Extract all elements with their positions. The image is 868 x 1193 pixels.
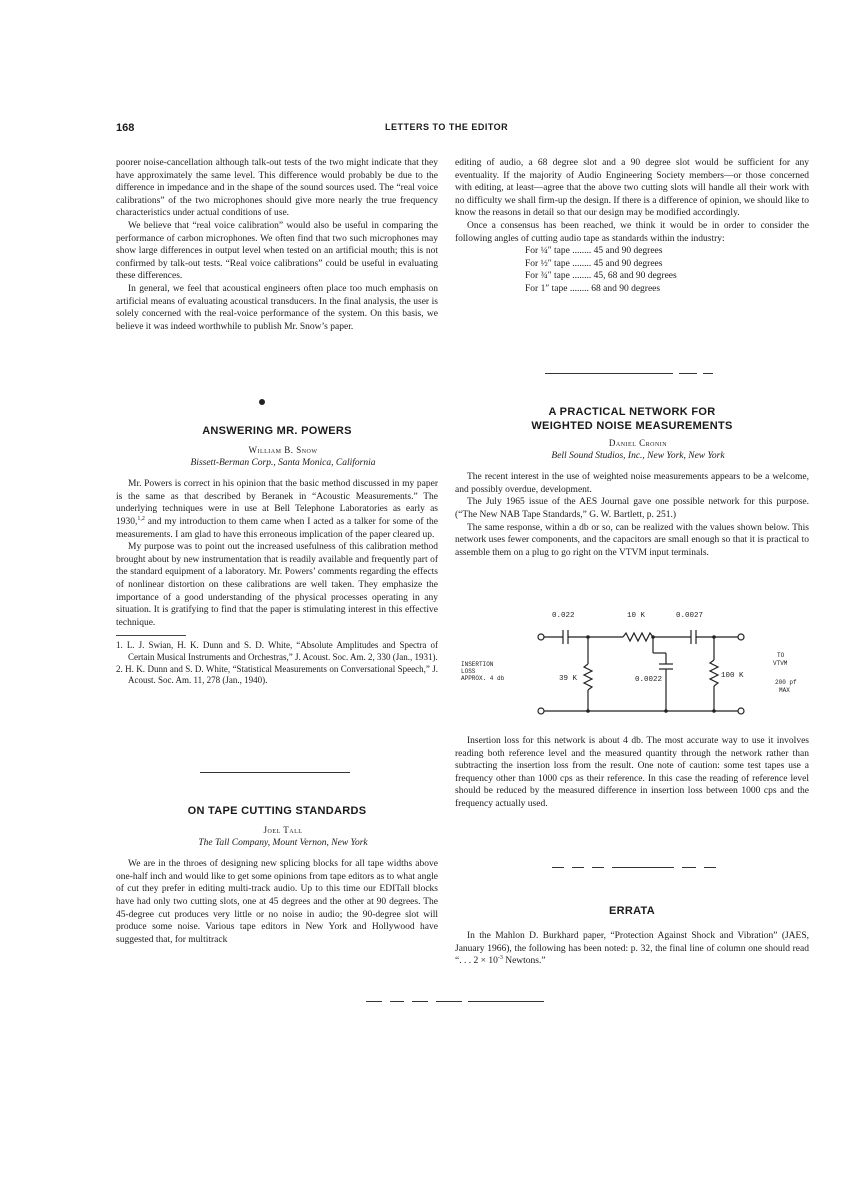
- label-c3: 0.0022: [635, 676, 663, 684]
- paragraph: Insertion loss for this network is about 4 db. The most accurate way to use it involves reading both reference level and the measured quantity through the network rather than subtracting the insertion loss from the result. One note of caution: some test tapes use a frequency other than 1000 cps as their reference. In this case the reading of reference level should be reduced by the measured difference in insertion loss between 1000 cps and the frequency actually used.: [455, 736, 809, 809]
- tape-standard-row: For ¼″ tape ........ 45 and 90 degrees: [525, 246, 663, 257]
- junction-dot: [712, 635, 716, 639]
- paragraph: The same response, within a db or so, can be realized with the values shown below. This network uses fewer components, and the capacitors are small enough so that it is practical to assemble them on a plug to go right on the VTVM input terminals.: [455, 522, 809, 558]
- label-c2: 0.0027: [676, 612, 704, 620]
- insertion-loss-label: INSERTION: [461, 661, 494, 668]
- output-terminal-bottom: [738, 708, 744, 714]
- label-r1: 10 K: [627, 612, 646, 620]
- errata-section: [455, 904, 809, 968]
- paragraph: In the Mahlon D. Burkhard paper, “Protection Against Shock and Vibration” (JAES, January 1966), the following has been noted: p. 32, the final line of column one should read “. . . $2 \times 10^{-3}$ Newtons.”: [455, 931, 809, 967]
- junction-dot: [651, 635, 655, 639]
- label-r3: 100 K: [721, 672, 744, 680]
- paragraph: Mr. Powers is correct in his opinion that the basic method discussed in my paper is the same as that described by Beranek in “Acoustic Measurements.” The underlying techniques were in use at Bell Telephone Laboratories as early as 1930,$^{1,2}$ and my introduction to them came when I acted as a talker for some of the measurements. I am glad to have this erroneous implication of the paper cleared up.: [116, 479, 438, 540]
- section-title: ANSWERING MR. POWERS: [202, 425, 352, 437]
- tape-standard-row: For 1″ tape ........ 68 and 90 degrees: [525, 283, 661, 294]
- tape-section: [116, 804, 438, 946]
- paragraph: poorer noise-cancellation although talk-out tests of the two might indicate that they have approximately the same level. This difference would probably be due to the difference in impedance and in the shape of the sound sources used. The “real voice calibrations” of the two microphones should give more nearly the true frequency characteristics under actual conditions of use.: [116, 158, 438, 219]
- section-title: A PRACTICAL NETWORK FOR: [548, 406, 716, 418]
- author-name: William B. Snow: [248, 445, 318, 455]
- paragraph: In general, we feel that acoustical engineers often place too much emphasis on artificial means of evaluating acoustical transducers. In the final analysis, the user is solely concerned with the real-voice performance of the system. On this basis, we believe it was indeed worthwhile to publish Mr. Snow’s paper.: [116, 283, 438, 332]
- network-section: [455, 405, 809, 559]
- section-divider: [545, 373, 715, 374]
- label-r2: 39 K: [559, 675, 578, 683]
- paragraph: editing of audio, a 68 degree slot and a 90 degree slot would be sufficient for any eventuality. If the majority of Audio Engineering Society members—or those concerned with editing, at least—agree that the above two cutting slots will handle all their work with no difficulty we shall firm-up the design. If there is a difference of opinion, we should like to know the reasons in detail so that our design may be modified accordingly.: [455, 158, 809, 219]
- section-title: ON TAPE CUTTING STANDARDS: [187, 805, 367, 817]
- tape-standard-row: For ¾″ tape ........ 45, 68 and 90 degrees: [525, 271, 677, 282]
- input-terminal-top: [538, 634, 544, 640]
- output-label: VTVM: [773, 660, 788, 667]
- page-end-rule: [366, 1001, 546, 1002]
- network-schematic: [455, 600, 809, 725]
- junction-dot: [586, 709, 590, 713]
- section-divider: [200, 772, 350, 773]
- capacitance-label: MAX: [779, 687, 790, 694]
- paragraph: Once a consensus has been reached, we think it would be in order to consider the following angles of cutting audio tape as standards within the industry:: [455, 220, 809, 244]
- paragraph: The recent interest in the use of weighted noise measurements appears to be a welcome, and possibly overdue, development.: [455, 472, 809, 495]
- section-title: ERRATA: [609, 905, 655, 917]
- author-affiliation: Bissett-Berman Corp., Santa Monica, California: [190, 457, 376, 468]
- paragraph: My purpose was to point out the increased usefulness of this calibration method brought about by new instrumentation that is readily available and frequently part of the standard equipment of a laboratory. Mr. Powers’ comments regarding the effects of nonlinear distortion on these calibrations are well taken. They emphasize the importance of a good understanding of the physical processes operating in any situation. It is gratifying to find that the paper is stimulating interest in this effective technique.: [116, 542, 438, 628]
- junction-dot: [664, 709, 668, 713]
- input-terminal-bottom: [538, 708, 544, 714]
- label-c1: 0.022: [552, 612, 575, 620]
- insertion-loss-label: LOSS: [461, 668, 476, 675]
- author-affiliation: The Tall Company, Mount Vernon, New York: [198, 837, 368, 848]
- powers-section: [116, 424, 438, 687]
- footnote: 2. H. K. Dunn and S. D. White, “Statistical Measurements on Conversational Speech,” J. Acoust. Soc. Am. 11, 278 (Jan., 1940).: [116, 663, 438, 686]
- insertion-loss-label: APPROX. 4 db: [461, 675, 505, 682]
- resistor-r2: [584, 664, 592, 690]
- junction-dot: [712, 709, 716, 713]
- network-conclusion: [455, 735, 809, 811]
- author-name: Joel Tall: [263, 825, 303, 835]
- left-column: [116, 157, 438, 333]
- tape-standard-row: For ½″ tape ........ 45 and 90 degrees: [525, 258, 663, 269]
- running-head: LETTERS TO THE EDITOR: [385, 122, 509, 132]
- page-number: 168: [116, 122, 135, 134]
- output-terminal-top: [738, 634, 744, 640]
- section-title: WEIGHTED NOISE MEASUREMENTS: [531, 420, 733, 432]
- footnote: 1. L. J. Swian, H. K. Dunn and S. D. White, “Absolute Amplitudes and Spectra of Certain Musical Instruments and Orchestras,” J. Acoust. Soc. Am. 2, 330 (Jan., 1931).: [116, 640, 438, 662]
- output-label: TO: [777, 652, 785, 659]
- footnote-rule: [116, 635, 186, 636]
- author-affiliation: Bell Sound Studios, Inc., New York, New York: [551, 450, 725, 461]
- paragraph: The July 1965 issue of the AES Journal gave one possible network for this purpose. (“The New NAB Tape Standards,” G. W. Bartlett, p. 251.): [455, 497, 809, 520]
- section-divider: [552, 867, 720, 868]
- section-bullet: [259, 399, 265, 405]
- paragraph: We are in the throes of designing new splicing blocks for all tape widths above one-half inch and would like to get some opinions from tape editors as to what angle of cut they prefer in editing multi-track audio. Up to this time our EDITall blocks have had only two cutting slots, one at 45 degrees and the other at 90 degrees. The 45-degree cut produces very little or no noise in audio; the 90-degree slot will produce some noise. Various tape editors in New York and Hollywood have suggested that, for multitrack: [116, 859, 438, 945]
- right-column: [455, 157, 809, 296]
- paragraph: We believe that “real voice calibration” would also be useful in comparing the performance of carbon microphones. We often find that two such microphones may show large differences in output level when tested on an artificial mouth; this is not confirmed by talk-out tests. “Real voice calibrations” could be useful in evaluating these differences.: [116, 220, 438, 282]
- author-name: Daniel Cronin: [608, 438, 668, 448]
- resistor-r3: [710, 660, 718, 686]
- resistor-r1: [623, 633, 653, 641]
- capacitance-label: 200 pf: [775, 679, 797, 686]
- junction-dot: [586, 635, 590, 639]
